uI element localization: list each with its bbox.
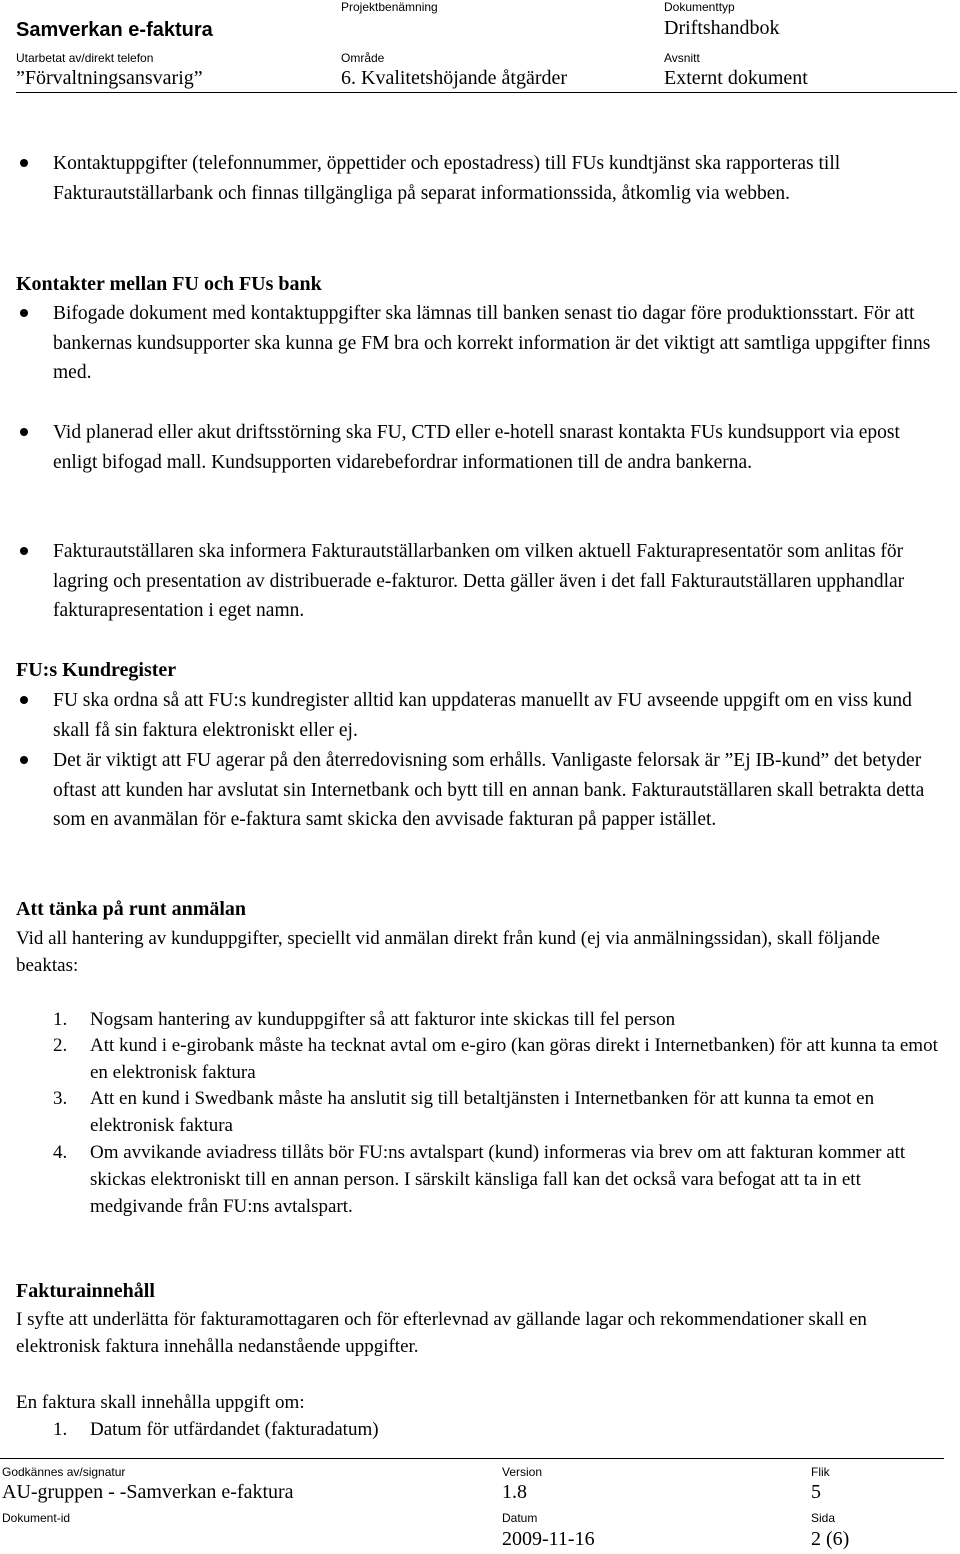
doctype-label: Dokumenttyp xyxy=(664,0,735,14)
tab-value: 5 xyxy=(811,1481,821,1503)
paragraph-invoice-content: I syfte att underlätta för fakturamottagaren och för efterlevnad av gällande lagar och rekommendationer skall en elektronisk faktura innehålla nedanstående uppgifter. xyxy=(16,1309,867,1357)
prepared-value: ”Förvaltningsansvarig” xyxy=(16,67,203,89)
list-number: 1. xyxy=(53,1009,68,1030)
date-label: Datum xyxy=(502,1511,538,1525)
company-name: Samverkan e-faktura xyxy=(16,19,213,41)
bullet-contact-docs: Bifogade dokument med kontaktuppgifter ska lämnas till banken senast tio dagar före produktionsstart. För att bankernas kundsupporter ska kunna ge FM bra och korrekt information är det viktigt att samtliga uppgifter finns med. xyxy=(53,303,931,383)
header-rule xyxy=(16,92,957,93)
bullet-register-update: FU ska ordna så att FU:s kundregister alltid kan uppdateras manuellt av FU avseende uppgift om en viss kund skall få sin faktura elektroniskt eller ej. xyxy=(53,690,912,741)
bullet-reporting: Det är viktigt att FU agerar på den återredovisning som erhålls. Vanligaste felorsak är ”Ej IB-kund” det betyder oftast att kunden har avslutat sin Internetbank och bytt till en annan bank. Fakturautställaren skall betrakta detta som en avanmälan för e-faktura samt skicka den avvisade fakturan på papper istället. xyxy=(53,750,925,830)
list-item: Att kund i e-girobank måste ha tecknat avtal om e-giro (kan göras direkt i Internetbanken) för att kunna ta emot en elektronisk faktura xyxy=(90,1035,938,1083)
heading-customer-register: FU:s Kundregister xyxy=(16,659,177,681)
list-item: Datum för utfärdandet (fakturadatum) xyxy=(90,1419,379,1440)
list-number: 4. xyxy=(53,1142,68,1163)
list-item: Om avvikande aviadress tillåts bör FU:ns avtalspart (kund) informeras via brev om att fakturan kommer att skickas elektroniskt till en annan person. I särskilt känsliga fall kan det också vara befogat att ta in ett medgivande från FU:ns avtalspart. xyxy=(90,1142,906,1217)
bullet-icon xyxy=(20,696,28,704)
page-label: Sida xyxy=(811,1511,836,1525)
bullet-contact-info: Kontaktuppgifter (telefonnummer, öppettider och epostadress) till FUs kundtjänst ska rapporteras till Fakturautställarbank och finnas tillgängliga på separat informationssida, åtkomlig via webben. xyxy=(53,153,841,204)
area-label: Område xyxy=(341,51,385,65)
approved-value: AU-gruppen - -Samverkan e-faktura xyxy=(2,1481,294,1503)
section-label: Avsnitt xyxy=(664,51,700,65)
footer-rule xyxy=(0,1458,944,1459)
paragraph-invoice-must: En faktura skall innehålla uppgift om: xyxy=(16,1392,305,1413)
version-value: 1.8 xyxy=(502,1481,527,1503)
date-value: 2009-11-16 xyxy=(502,1528,595,1550)
list-number: 1. xyxy=(53,1419,68,1440)
list-number: 3. xyxy=(53,1088,68,1109)
heading-bank-contacts: Kontakter mellan FU och FUs bank xyxy=(16,273,322,295)
bullet-icon xyxy=(20,159,28,167)
version-label: Version xyxy=(502,1465,543,1479)
tab-label: Flik xyxy=(811,1465,830,1479)
bullet-icon xyxy=(20,309,28,317)
paragraph-registration: Vid all hantering av kunduppgifter, speciellt vid anmälan direkt från kund (ej via anmälningssidan), skall följande beaktas: xyxy=(16,928,880,976)
bullet-icon xyxy=(20,547,28,555)
prepared-label: Utarbetat av/direkt telefon xyxy=(16,51,154,65)
area-value: 6. Kvalitetshöjande åtgärder xyxy=(341,67,568,89)
list-number: 2. xyxy=(53,1035,68,1056)
bullet-icon xyxy=(20,756,28,764)
list-item: Nogsam hantering av kunduppgifter så att fakturor inte skickas till fel person xyxy=(90,1009,676,1030)
docid-label: Dokument-id xyxy=(2,1511,71,1525)
section-value: Externt dokument xyxy=(664,67,808,89)
heading-invoice-content: Fakturainnehåll xyxy=(16,1280,155,1302)
page-value: 2 (6) xyxy=(811,1528,850,1550)
heading-registration: Att tänka på runt anmälan xyxy=(16,898,247,920)
doctype-value: Driftshandbok xyxy=(664,17,780,39)
bullet-presenter: Fakturautställaren ska informera Fakturautställarbanken om vilken aktuell Fakturapresentatör som anlitas för lagring och presentation av distribuerade e-fakturor. Detta gäller även i det fall Fakturautställaren upphandlar fakturapresentation i eget namn. xyxy=(53,541,905,621)
approved-label: Godkännes av/signatur xyxy=(2,1465,126,1479)
list-item: Att en kund i Swedbank måste ha anslutit sig till betaltjänsten i Internetbanken för att kunna ta emot en elektronisk faktura xyxy=(90,1088,875,1136)
bullet-disturbance: Vid planerad eller akut driftsstörning ska FU, CTD eller e-hotell snarast kontakta FUs kundsupport via epost enligt bifogad mall. Kundsupporten vidarebefordrar informationen till de andra bankerna. xyxy=(53,422,900,473)
bullet-icon xyxy=(20,428,28,436)
project-label: Projektbenämning xyxy=(341,0,438,14)
